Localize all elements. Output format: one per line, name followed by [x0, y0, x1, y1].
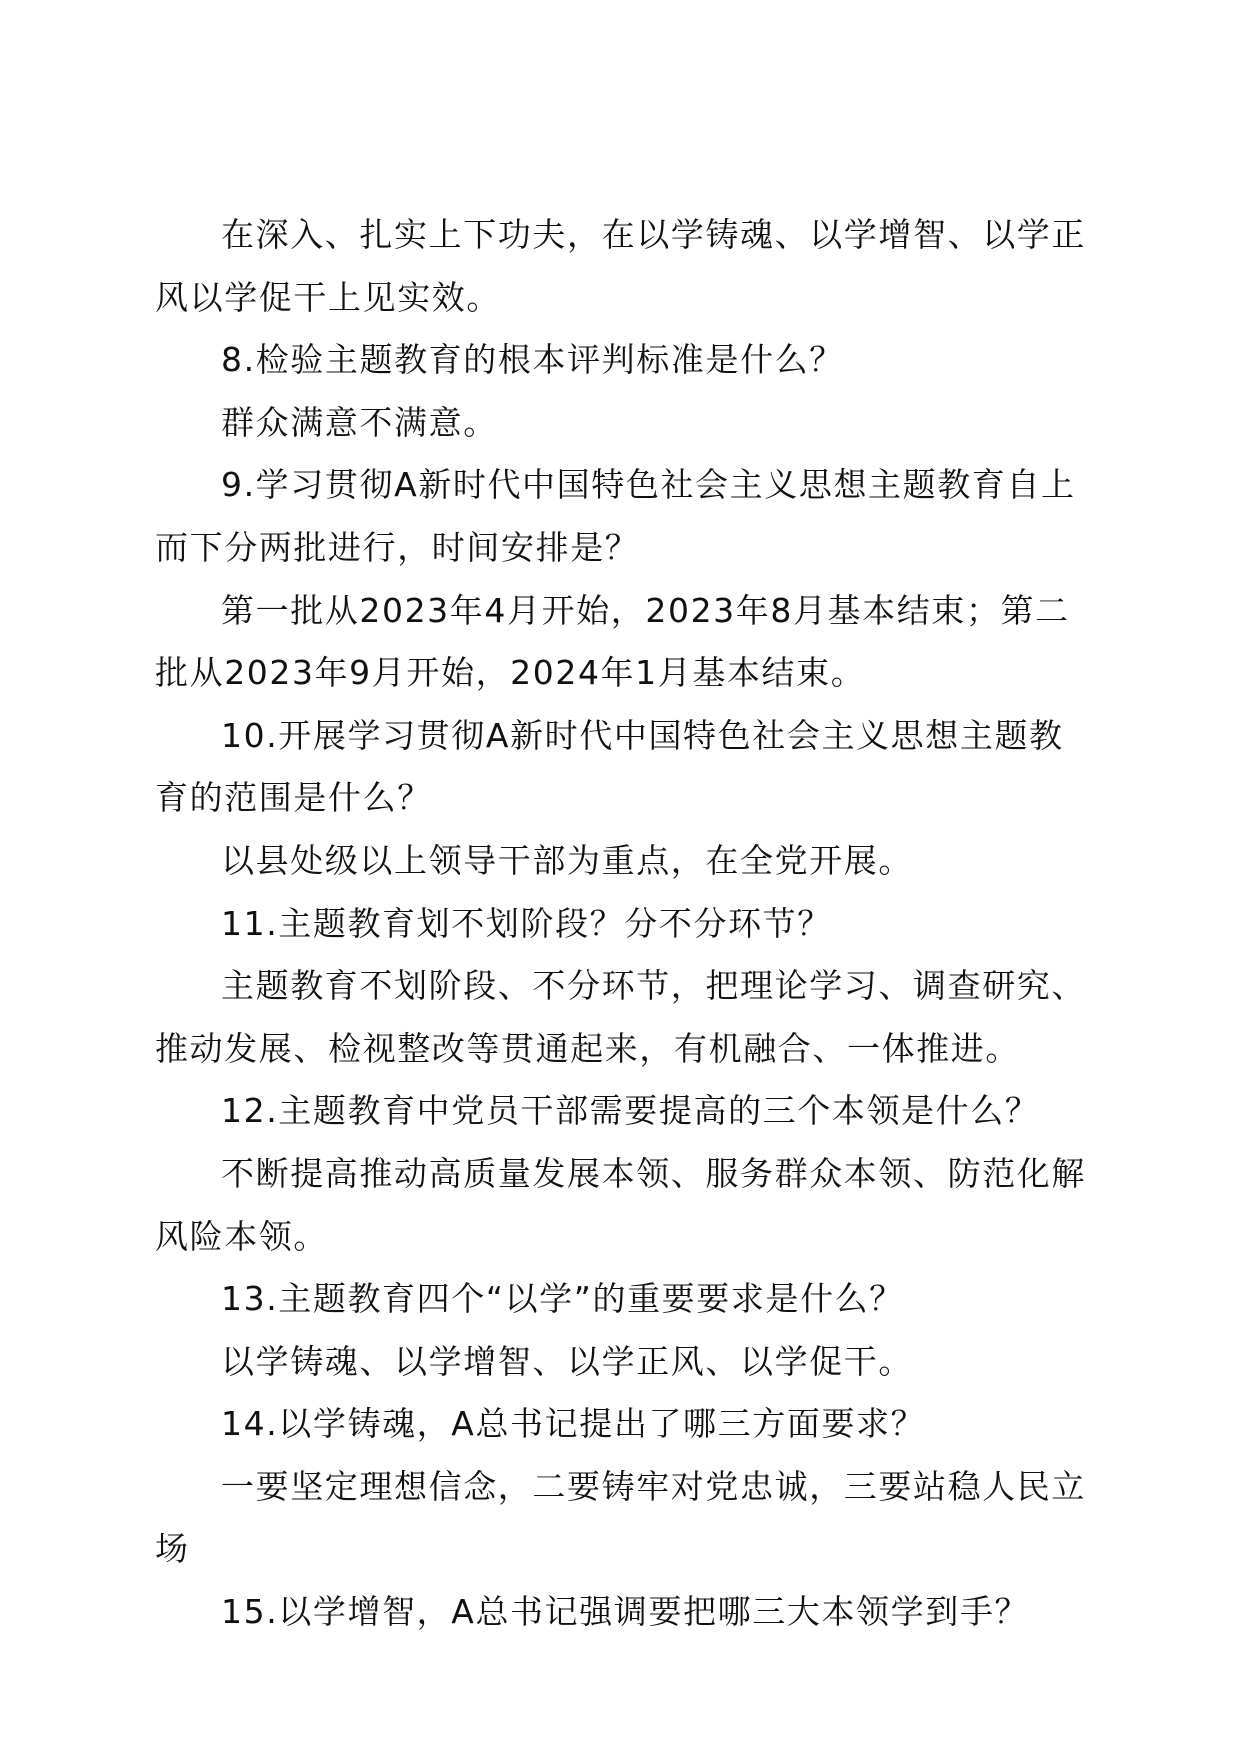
- answer-12: 不断提高推动高质量发展本领、服务群众本领、防范化解风险本领。: [155, 1153, 1086, 1256]
- question-10: 10.开展学习贯彻A新时代中国特色社会主义思想主题教育的范围是什么？: [155, 715, 1064, 818]
- question-11: 11.主题教育划不划阶段？分不分环节？: [221, 903, 832, 943]
- question-14: 14.以学铸魂，A总书记提出了哪三方面要求？: [221, 1404, 926, 1444]
- question-13: 13.主题教育四个“以学”的重要要求是什么？: [221, 1279, 904, 1319]
- question-12: 12.主题教育中党员干部需要提高的三个本领是什么？: [221, 1091, 1040, 1131]
- answer-9: 第一批从2023年4月开始，2023年8月基本结束；第二批从2023年9月开始，2024年1月基本结束。: [155, 590, 1070, 693]
- answer-13: 以学铸魂、以学增智、以学正风、以学促干。: [221, 1341, 913, 1381]
- question-9: 9.学习贯彻A新时代中国特色社会主义思想主题教育自上而下分两批进行，时间安排是？: [155, 465, 1076, 567]
- answer-8: 群众满意不满意。: [221, 402, 498, 442]
- document-body: [155, 204, 1095, 1644]
- answer-14: 一要坚定理想信念，二要铸牢对党忠诚，三要站稳人民立场: [155, 1466, 1086, 1569]
- question-15: 15.以学增智，A总书记强调要把哪三大本领学到手？: [221, 1592, 1030, 1632]
- answer-10: 以县处级以上领导干部为重点，在全党开展。: [221, 840, 913, 880]
- paragraph-answer-7-continued: 在深入、扎实上下功夫，在以学铸魂、以学增智、以学正风以学促干上见实效。: [155, 215, 1086, 317]
- answer-11: 主题教育不划阶段、不分环节，把理论学习、调查研究、推动发展、检视整改等贯通起来，有机融合、一体推进。: [155, 966, 1086, 1068]
- question-8: 8.检验主题教育的根本评判标准是什么？: [221, 340, 844, 380]
